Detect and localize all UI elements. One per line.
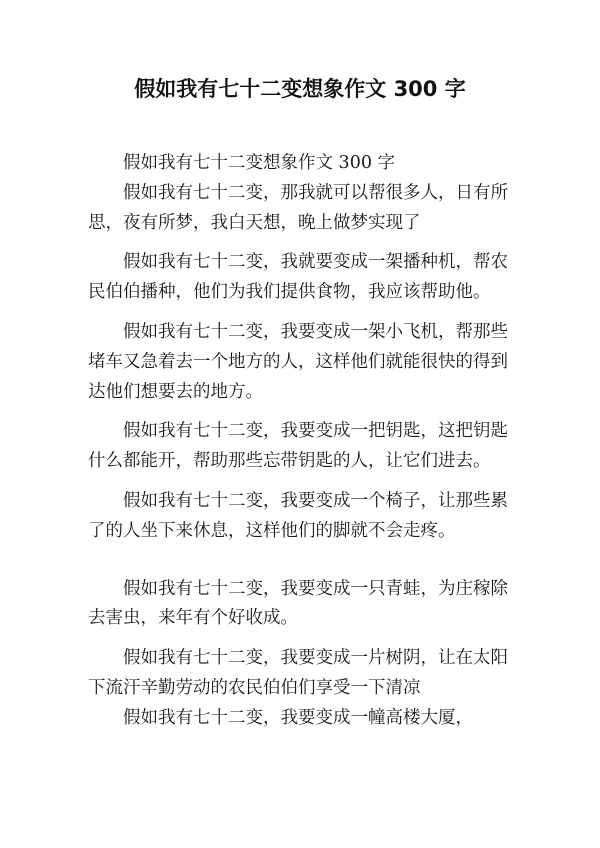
document-title: 假如我有七十二变想象作文 300 字 xyxy=(134,77,466,101)
document-body xyxy=(88,149,520,744)
paragraph: 假如我有七十二变，我就要变成一架播种机，帮农民伯伯播种，他们为我们提供食物，我应该帮助他。 xyxy=(88,252,508,303)
paragraph: 假如我有七十二变，我要变成一架小飞机，帮那些堵车又急着去一个地方的人，这样他们就能很快的得到达他们想要去的地方。 xyxy=(88,321,508,402)
paragraph: 假如我有七十二变，我要变成一个椅子，让那些累了的人坐下来休息，这样他们的脚就不会走疼。 xyxy=(88,490,508,541)
paragraph: 假如我有七十二变想象作文 300 字 xyxy=(123,153,396,173)
paragraph: 假如我有七十二变，我要变成一幢高楼大厦， xyxy=(123,707,473,728)
paragraph: 假如我有七十二变，那我就可以帮很多人，日有所思，夜有所梦，我白天想，晚上做梦实现了 xyxy=(88,182,508,233)
paragraph: 假如我有七十二变，我要变成一把钥匙，这把钥匙什么都能开，帮助那些忘带钥匙的人，让它们进去。 xyxy=(88,421,508,472)
paragraph: 假如我有七十二变，我要变成一片树阴，让在太阳下流汗辛勤劳动的农民伯伯们享受一下清凉 xyxy=(88,648,508,698)
paragraph: 假如我有七十二变，我要变成一只青蛙，为庄稼除去害虫，来年有个好收成。 xyxy=(88,578,508,629)
